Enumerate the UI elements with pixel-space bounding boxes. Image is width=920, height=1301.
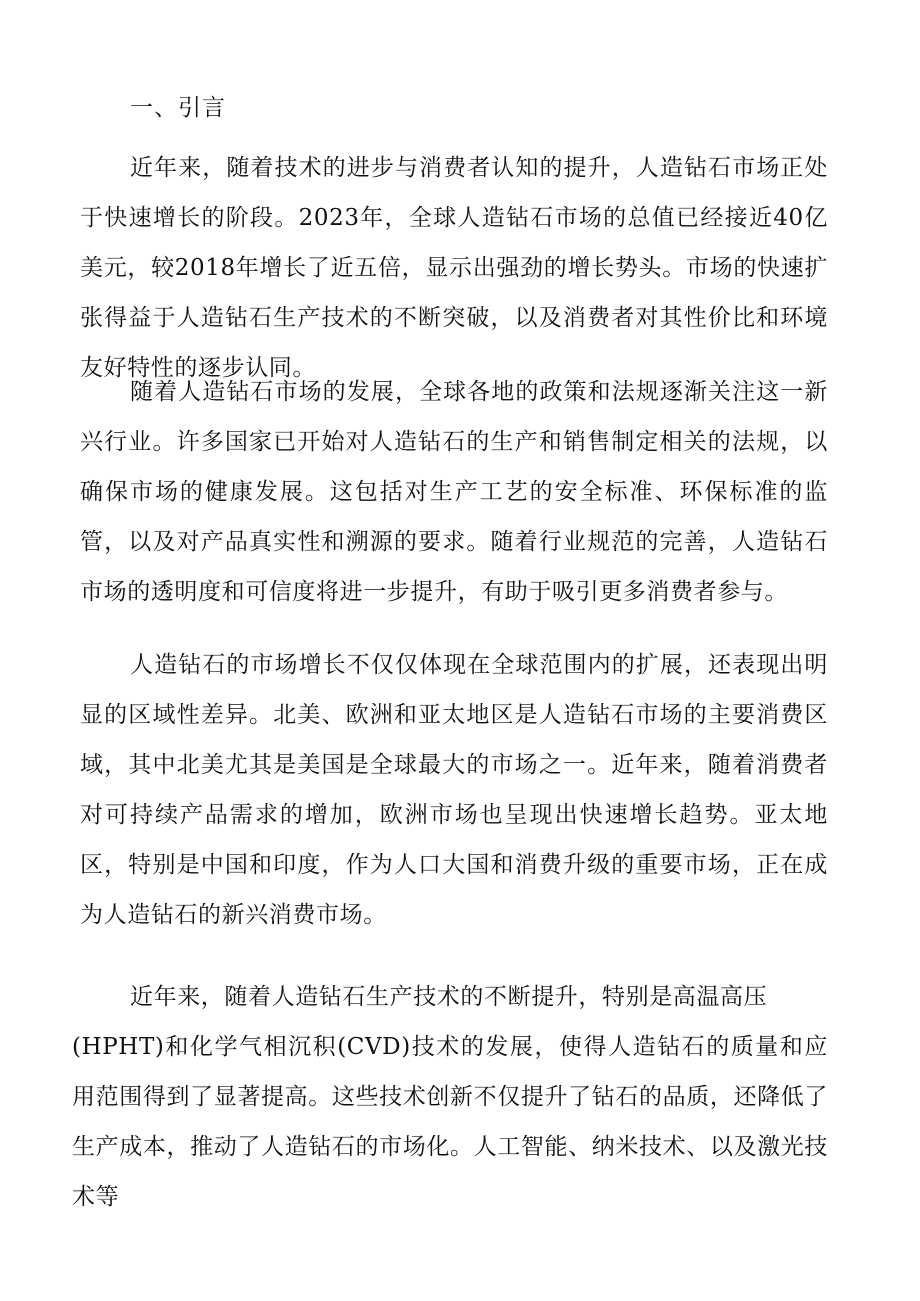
section-heading: 一、引言 (130, 95, 226, 121)
paragraph-technology-intro: 近年来，随着人造钻石生产技术的不断提升，特别是高温高压 (130, 984, 768, 1010)
paragraph-technology-continued: (HPHT)和化学气相沉积(CVD)技术的发展，使得人造钻石的质量和应用范围得到了显著提高。这些技术创新不仅提升了钻石的品质，还降低了生产成本，推动了人造钻石的市场化。人工智能、纳米技术、以及激光技术等 (72, 1034, 828, 1210)
paragraph-regional-differences: 人造钻石的市场增长不仅仅体现在全球范围内的扩展，还表现出明显的区域性差异。北美、欧洲和亚太地区是人造钻石市场的主要消费区域，其中北美尤其是美国是全球最大的市场之一。近年来，随着消费者对可持续产品需求的增加，欧洲市场也呈现出快速增长趋势。亚太地区，特别是中国和印度，作为人口大国和消费升级的重要市场，正在成为人造钻石的新兴消费市场。 (80, 652, 828, 928)
paragraph-policy-regulation: 随着人造钻石市场的发展，全球各地的政策和法规逐渐关注这一新兴行业。许多国家已开始对人造钻石的生产和销售制定相关的法规，以确保市场的健康发展。这包括对生产工艺的安全标准、环保标准的监管，以及对产品真实性和溯源的要求。随着行业规范的完善，人造钻石市场的透明度和可信度将进一步提升，有助于吸引更多消费者参与。 (80, 379, 828, 605)
paragraph-market-growth: 近年来，随着技术的进步与消费者认知的提升，人造钻石市场正处于快速增长的阶段。2023年，全球人造钻石市场的总值已经接近40亿美元，较2018年增长了近五倍，显示出强劲的增长势头。市场的快速扩张得益于人造钻石生产技术的不断突破，以及消费者对其性价比和环境友好特性的逐步认同。 (80, 155, 828, 381)
